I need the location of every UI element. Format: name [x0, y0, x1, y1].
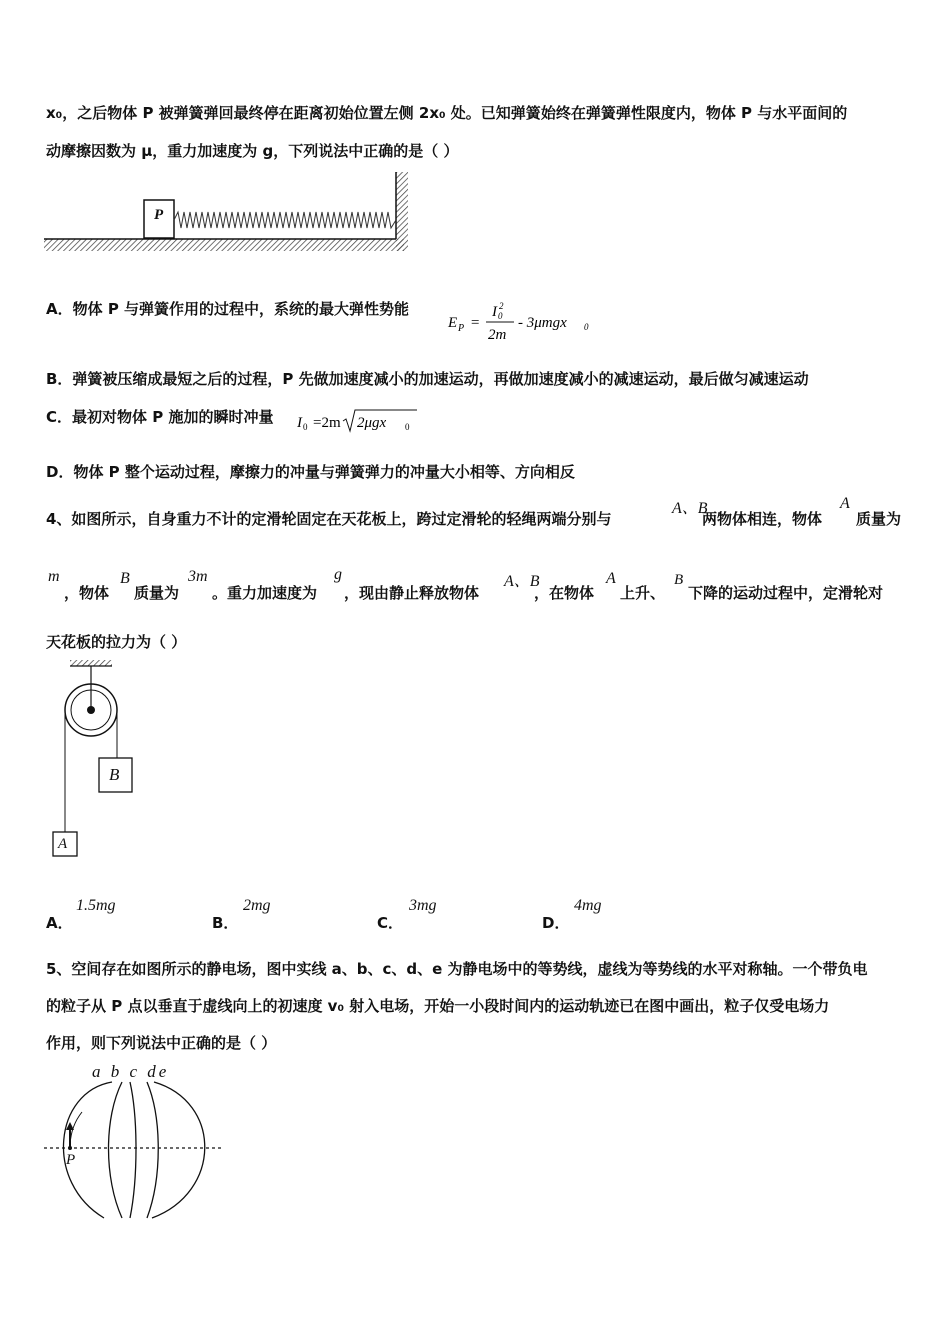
q5-text-line1: 5、空间存在如图所示的静电场，图中实线 a、b、c、d、e 为静电场中的等势线，虚线为等势线的水平对称轴。一个带负电: [46, 960, 868, 978]
q4-text-line3: 天花板的拉力为（ ）: [46, 633, 187, 651]
ceiling-hatch: [70, 660, 112, 666]
q5-text-line3: 作用，则下列说法中正确的是（ ）: [46, 1034, 277, 1052]
svg-text:0: 0: [584, 322, 589, 332]
spring-figure: [44, 168, 410, 258]
equipotential-letters: a b c de: [92, 1062, 170, 1081]
svg-text:2μgx: 2μgx: [357, 415, 387, 431]
q3-option-a-formula: [446, 300, 596, 349]
equipotential-b: [109, 1082, 123, 1218]
equipotential-d: [147, 1082, 158, 1218]
q4-option-b-label: B．: [212, 914, 239, 932]
point-p: [68, 1146, 72, 1150]
equipotential-e: [152, 1082, 205, 1218]
pulley-figure: [50, 658, 140, 863]
block-a-label: A: [58, 836, 68, 852]
svg-text:=: =: [470, 315, 481, 331]
ground-hatch: [44, 239, 404, 251]
equipotential-a: [63, 1082, 112, 1218]
q4-option-a-label: A．: [46, 914, 73, 932]
svg-text:2: 2: [499, 301, 504, 311]
q4-option-c-value: 3mg: [409, 897, 437, 914]
q3-option-d-text: D．物体 P 整个运动过程，摩擦力的冲量与弹簧弹力的冲量大小相等、方向相反: [46, 463, 575, 481]
formula-ep: [446, 300, 596, 344]
svg-text:0: 0: [303, 422, 308, 432]
q4-option-a-value: 1.5mg: [76, 897, 116, 914]
formula-i0: [295, 404, 425, 436]
equipotential-c: [130, 1082, 136, 1218]
svg-text:2m: 2m: [488, 327, 507, 343]
q3-option-a-text: A．物体 P 与弹簧作用的过程中，系统的最大弹性势能: [46, 300, 410, 318]
q4-option-d-value: 4mg: [574, 897, 602, 914]
q3-option-c-formula: [295, 404, 425, 440]
wall-hatch: [396, 172, 408, 251]
svg-text:E: E: [448, 315, 458, 331]
q3-text-line2: 动摩擦因数为 μ，重力加速度为 g，下列说法中正确的是（ ）: [46, 142, 459, 160]
svg-text:I: I: [297, 415, 302, 431]
block-p-label: P: [154, 207, 164, 223]
q4-option-d-label: D．: [542, 914, 570, 932]
q3-option-b-text: B．弹簧被压缩成最短之后的过程，P 先做加速度减小的加速运动，再做加速度减小的减速运动，最后做匀减速运动: [46, 370, 809, 388]
q4-option-c-label: C．: [377, 914, 404, 932]
spring-coil: [174, 212, 396, 228]
q4-text-line2: m ，物体 B 质量为 3m 。重力加速度为 g ，现由静止释放物体 A、B ，在物体 A 上升、 B 下降的运动过程中，定滑轮对: [48, 566, 884, 602]
q4-text-line1: 4、如图所示，自身重力不计的定滑轮固定在天花板上，跨过定滑轮的轻绳两端分别与 A、B 两物体相连，物体 A 质量为: [46, 495, 902, 528]
q3-text-line1: x₀，之后物体 P 被弹簧弹回最终停在距离初始位置左侧 2x₀ 处。已知弹簧始终在弹簧弹性限度内，物体 P 与水平面间的: [46, 104, 848, 122]
block-b-label: B: [109, 765, 120, 784]
svg-text:P: P: [458, 323, 465, 334]
q4-option-b-value: 2mg: [243, 897, 271, 914]
pulley-axle: [87, 706, 95, 714]
svg-text:- 3μmgx: - 3μmgx: [518, 315, 567, 331]
point-p-label: P: [66, 1152, 76, 1168]
q3-option-c-text: C．最初对物体 P 施加的瞬时冲量: [46, 408, 274, 426]
svg-text:=2m: =2m: [313, 415, 341, 431]
svg-text:0: 0: [498, 311, 503, 321]
equipotential-figure: [44, 1078, 226, 1223]
svg-text:0: 0: [405, 422, 410, 432]
q5-text-line2: 的粒子从 P 点以垂直于虚线向上的初速度 v₀ 射入电场，开始一小段时间内的运动轨迹已在图中画出，粒子仅受电场力: [46, 997, 830, 1015]
svg-text:I: I: [492, 304, 497, 320]
